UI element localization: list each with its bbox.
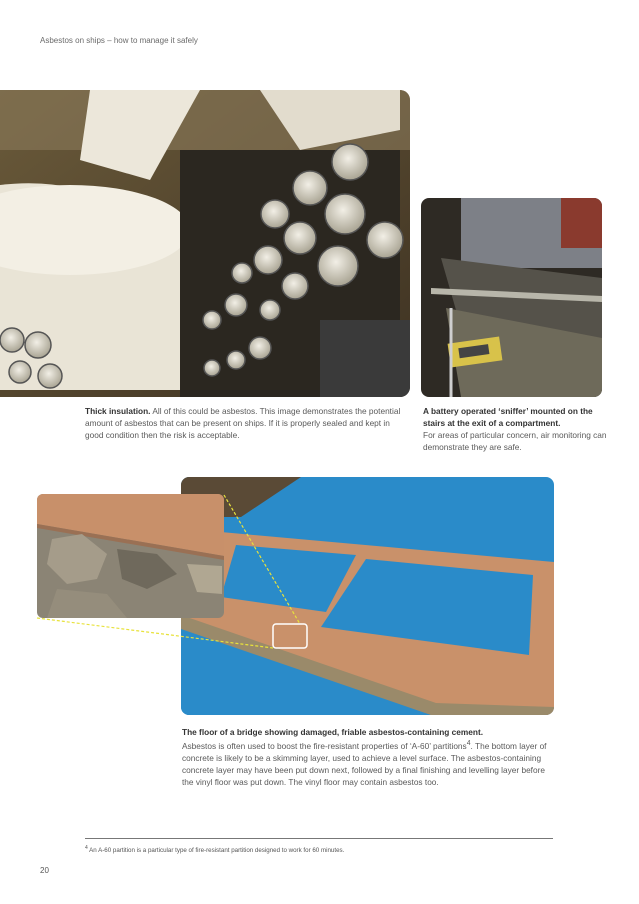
bridge-caption-text-2: . The bottom layer of concrete is likely to be a skimming layer, used to achieve a level surface. The asbestos-containing concrete layer may have been put down next, followed by a final finishing and levelling layer before the vinyl floor was put down. The vinyl floor may contain asbestos too. (182, 740, 547, 787)
footnote-reference: 4 (466, 740, 471, 747)
engine-room-photo (0, 90, 410, 397)
air-sniffer-photo (421, 198, 602, 397)
bridge-caption-heading: The floor of a bridge showing damaged, friable asbestos-containing cement. (182, 727, 484, 737)
page-number: 20 (40, 866, 49, 875)
cement-detail-photo (37, 494, 224, 618)
engine-caption-heading: Thick insulation. (85, 406, 151, 416)
footnote-text: An A-60 partition is a particular type of fire-resistant partition designed to work for 60 minutes. (87, 847, 345, 855)
running-header: Asbestos on ships – how to manage it safely (40, 36, 198, 45)
engine-caption-text: All of this could be asbestos. This image demonstrates the potential amount of asbestos that can be present on ships. If it is properly sealed and kept in good condition then the risk is acceptable. (85, 406, 401, 440)
bridge-floor-photo (181, 477, 554, 715)
sniffer-caption-heading: A battery operated ‘sniffer’ mounted on the stairs at the exit of a compartment. (423, 406, 593, 428)
bridge-photo-caption (182, 726, 557, 788)
footnote (85, 845, 344, 854)
bridge-caption-text-1: Asbestos is often used to boost the fire-resistant properties of ‘A-60’ partitions (182, 740, 467, 751)
sniffer-caption-text: For areas of particular concern, air monitoring can demonstrate they are safe. (423, 430, 607, 452)
footnote-marker: 4 (85, 845, 88, 851)
sniffer-photo-caption (423, 405, 608, 453)
bridge-caption-body (182, 738, 557, 788)
footnote-divider (85, 838, 553, 839)
engine-photo-caption (85, 405, 403, 441)
